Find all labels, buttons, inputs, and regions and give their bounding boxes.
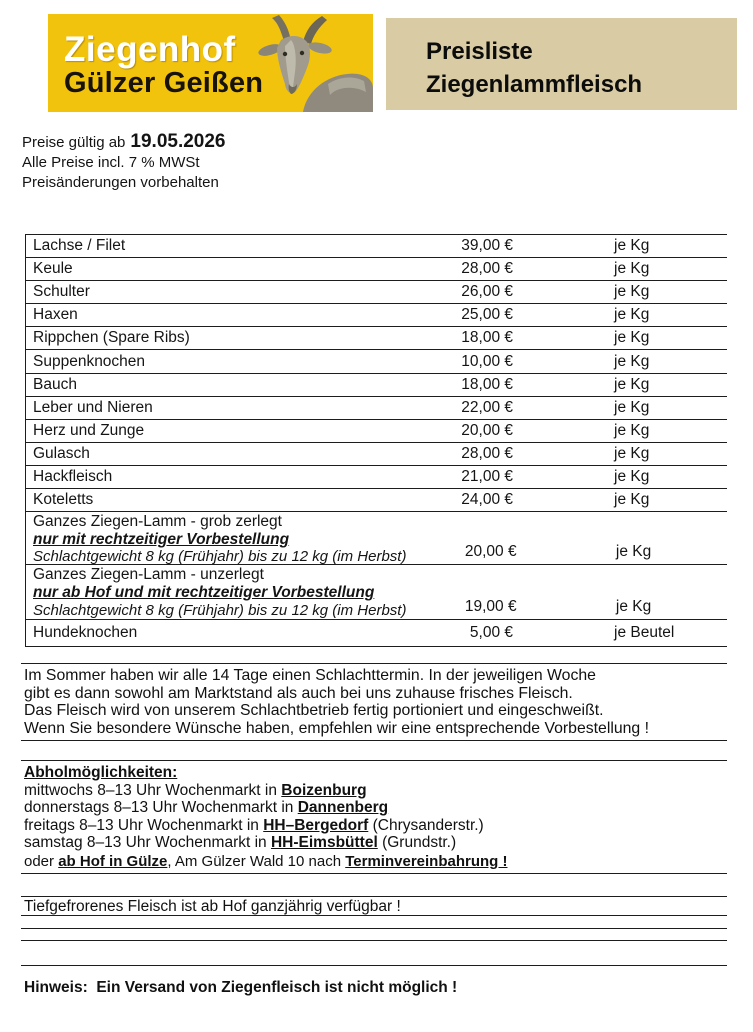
note-line: Das Fleisch wird von unserem Schlachtbetrieb fertig portioniert und eingeschweißt. [24, 702, 604, 720]
product-name-line2: nur ab Hof und mit rechtzeitiger Vorbestellung [33, 584, 375, 602]
table-row [26, 489, 727, 512]
note-line: Im Sommer haben wir alle 14 Tage einen Schlachttermin. In der jeweiligen Woche [24, 667, 596, 684]
table-row [26, 443, 727, 466]
table-row [26, 281, 727, 304]
pickup-options-section [21, 760, 727, 874]
product-unit: je Kg [614, 329, 650, 347]
table-row [26, 466, 727, 489]
market-place: Dannenberg [297, 799, 389, 817]
valid-from-date: 19.05.2026 [130, 131, 226, 152]
product-name: Schulter [33, 283, 90, 301]
market-suffix: (Chrysanderstr.) [368, 816, 484, 834]
product-name [26, 512, 406, 566]
product-name: Leber und Nieren [33, 398, 153, 416]
product-price: 28,00 € [461, 260, 513, 278]
product-name: Hackfleisch [33, 467, 113, 485]
farm-name: Ziegenhof [64, 30, 236, 69]
farm-pickup-text: oder [24, 852, 59, 870]
shipping-notice [21, 940, 727, 996]
market-text: mittwochs 8–13 Uhr Wochenmarkt in [24, 781, 282, 799]
farm-logo-text [64, 32, 263, 98]
product-name [26, 565, 406, 619]
product-name: Lachse / Filet [33, 237, 126, 255]
product-name: Haxen [33, 306, 78, 324]
product-unit: je Kg [614, 260, 650, 278]
product-unit: je Kg [614, 352, 650, 370]
market-line [24, 834, 727, 852]
divider-line [21, 928, 727, 929]
document-title-box [386, 18, 737, 110]
product-name-line3: Schlachtgewicht 8 kg (Frühjahr) bis zu 12 kg (im Herbst) [33, 548, 407, 566]
farm-pickup-text: , Am Gülzer Wald 10 nach [167, 852, 346, 870]
product-price: 28,00 € [461, 444, 513, 462]
product-name: Gulasch [33, 444, 90, 462]
market-text: samstag 8–13 Uhr Wochenmarkt in [24, 834, 271, 852]
product-unit: je Kg [614, 444, 650, 462]
table-row [26, 304, 727, 327]
table-row [26, 235, 727, 258]
market-text: freitags 8–13 Uhr Wochenmarkt in [24, 816, 264, 834]
valid-from-line [22, 132, 226, 153]
market-place: HH-Eimsbüttel [270, 834, 378, 852]
product-unit: je Kg [614, 491, 650, 509]
table-row [26, 620, 727, 647]
market-text: donnerstags 8–13 Uhr Wochenmarkt in [24, 799, 298, 817]
product-unit: je Kg [615, 543, 652, 561]
product-name: Keule [33, 260, 73, 278]
frozen-note-text: Tiefgefrorenes Fleisch ist ab Hof ganzjährig verfügbar ! [24, 898, 401, 915]
product-unit: je Kg [614, 283, 650, 301]
product-unit: je Kg [614, 467, 650, 485]
table-row-whole-lamb-cut [26, 512, 727, 565]
product-price: 20,00 € [464, 543, 517, 561]
product-unit: je Kg [614, 375, 650, 393]
farm-subname: Gülzer Geißen [64, 67, 264, 99]
note-line: gibt es dann sowohl am Marktstand als auch bei uns zuhause frisches Fleisch. [24, 684, 573, 702]
valid-from-label: Preise gültig ab [22, 134, 126, 151]
product-name: Herz und Zunge [33, 421, 145, 439]
market-line [24, 817, 727, 835]
shipping-notice-text: Hinweis: Ein Versand von Ziegenfleisch ist nicht möglich ! [24, 979, 458, 996]
farm-pickup-place: ab Hof in Gülze [58, 852, 168, 870]
market-line [24, 782, 727, 800]
market-place: HH–Bergedorf [263, 816, 369, 834]
product-price: 18,00 € [461, 329, 513, 347]
table-row [26, 350, 727, 373]
product-price: 10,00 € [461, 352, 513, 370]
intro-block [22, 132, 226, 193]
product-unit: je Kg [614, 398, 650, 416]
table-row-whole-lamb-uncut [26, 565, 727, 620]
note-line: Wenn Sie besondere Wünsche haben, empfehlen wir eine entsprechende Vorbestellung ! [24, 720, 649, 738]
farm-pickup-appointment: Terminvereinbahrung ! [345, 852, 508, 870]
product-unit: je Beutel [614, 624, 675, 642]
price-table [25, 234, 727, 647]
price-change-note: Preisänderungen vorbehalten [22, 174, 219, 191]
product-name: Bauch [33, 375, 77, 393]
product-price: 21,00 € [461, 467, 513, 485]
product-price: 19,00 € [464, 598, 517, 616]
table-row [26, 327, 727, 350]
farm-pickup-line [24, 853, 727, 871]
product-unit: je Kg [615, 598, 652, 616]
product-price: 39,00 € [461, 237, 513, 255]
table-row [26, 258, 727, 281]
product-name-line3: Schlachtgewicht 8 kg (Frühjahr) bis zu 12 kg (im Herbst) [33, 601, 407, 619]
product-name: Rippchen (Spare Ribs) [33, 329, 190, 347]
product-unit: je Kg [614, 237, 650, 255]
product-name-line2: nur mit rechtzeitiger Vorbestellung [33, 530, 290, 548]
market-place: Boizenburg [281, 781, 367, 799]
product-unit: je Kg [614, 306, 650, 324]
table-row [26, 420, 727, 443]
product-name-line1: Ganzes Ziegen-Lamm - unzerlegt [33, 566, 264, 584]
product-price: 18,00 € [461, 375, 513, 393]
slaughter-schedule-note [21, 663, 727, 741]
product-price: 25,00 € [461, 306, 513, 324]
vat-note: Alle Preise incl. 7 % MWSt [22, 154, 200, 171]
pickup-heading: Abholmöglichkeiten: [24, 764, 178, 781]
document-title-line2: Ziegenlammfleisch [426, 71, 643, 98]
product-price: 26,00 € [461, 283, 513, 301]
product-price: 22,00 € [461, 398, 513, 416]
product-name: Suppenknochen [33, 352, 146, 370]
document-title-line1: Preisliste [426, 38, 533, 65]
farm-logo-banner [48, 14, 373, 112]
table-row [26, 397, 727, 420]
market-line [24, 799, 727, 817]
product-name: Koteletts [33, 491, 94, 509]
table-row [26, 374, 727, 397]
frozen-meat-note [21, 896, 727, 916]
product-price: 20,00 € [461, 421, 513, 439]
product-price: 24,00 € [461, 491, 513, 509]
product-name: Hundeknochen [33, 624, 138, 642]
product-price: 5,00 € [469, 624, 513, 642]
product-unit: je Kg [614, 421, 650, 439]
product-name-line1: Ganzes Ziegen-Lamm - grob zerlegt [33, 513, 282, 531]
market-suffix: (Grundstr.) [377, 834, 457, 852]
